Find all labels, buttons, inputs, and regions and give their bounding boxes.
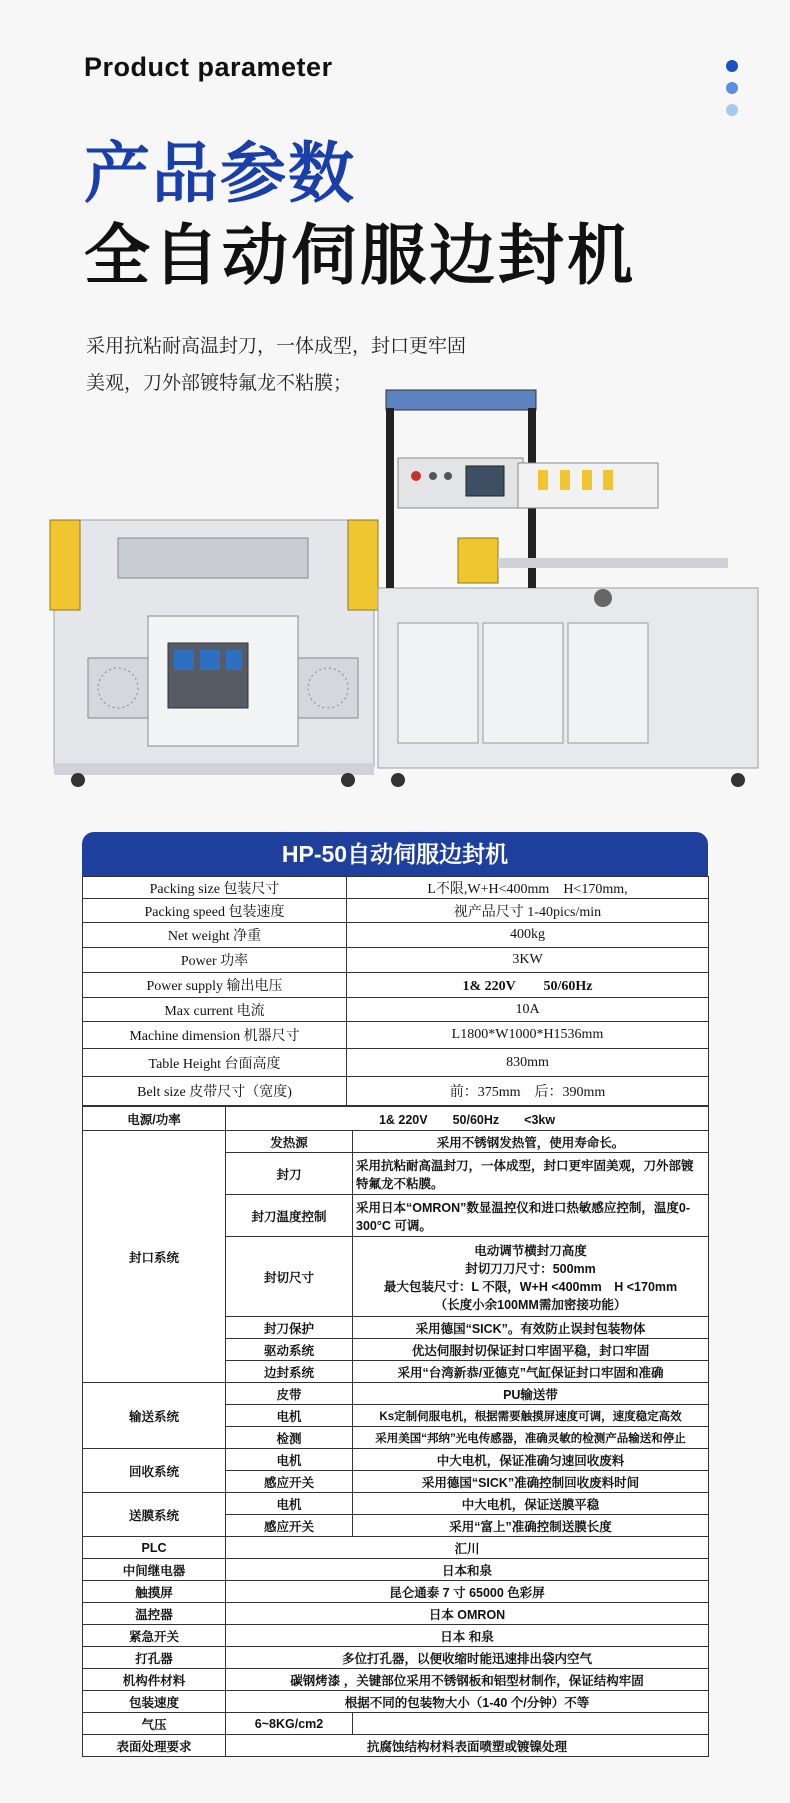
row-value: 中大电机，保证送膜平稳 xyxy=(353,1493,709,1515)
row-value: 碳钢烤漆 ，关键部位采用不锈钢板和铝型材制作，保证结构牢固 xyxy=(226,1669,709,1691)
row-label: PLC xyxy=(83,1537,226,1559)
row-value: 根据不同的包装物大小（1-40 个/分钟）不等 xyxy=(226,1691,709,1713)
table-row xyxy=(83,1603,709,1625)
value-line: 最大包装尺寸：L 不限，W+H <400mm H <170mm xyxy=(383,1279,678,1294)
table-row xyxy=(83,1049,709,1077)
table-row xyxy=(83,1713,709,1735)
row-value: 1& 220V 50/60Hz <3kw xyxy=(226,1107,709,1131)
description-line-2: 美观，刀外部镀特氟龙不粘膜； xyxy=(86,373,353,394)
row-value: 3KW xyxy=(347,948,709,973)
table-row xyxy=(83,899,709,923)
row-value: 采用“富上”准确控制送膜长度 xyxy=(353,1515,709,1537)
machine-image xyxy=(48,388,760,788)
dot-3 xyxy=(726,104,738,116)
row-label: 电机 xyxy=(226,1493,353,1515)
group-label: 送膜系统 xyxy=(83,1493,226,1537)
row-value: 采用德国“SICK”准确控制回收废料时间 xyxy=(353,1471,709,1493)
dot-1 xyxy=(726,60,738,72)
row-label: 感应开关 xyxy=(226,1471,353,1493)
row-label: Power supply 输出电压 xyxy=(83,973,347,998)
table-row xyxy=(83,1107,709,1131)
row-label: 电机 xyxy=(226,1405,353,1427)
row-label: 紧急开关 xyxy=(83,1625,226,1647)
page-title-cn: 产品参数 xyxy=(84,136,356,210)
row-label: 边封系统 xyxy=(226,1361,353,1383)
row-label: Machine dimension 机器尺寸 xyxy=(83,1022,347,1049)
row-value: 采用不锈钢发热管，使用寿命长。 xyxy=(353,1131,709,1153)
row-value: 采用美国“邦纳”光电传感器，准确灵敏的检测产品输送和停止 xyxy=(353,1427,709,1449)
row-label: Packing size 包装尺寸 xyxy=(83,877,347,899)
row-value: 视产品尺寸 1-40pics/min xyxy=(347,899,709,923)
row-label: Table Height 台面高度 xyxy=(83,1049,347,1077)
row-label: Packing speed 包装速度 xyxy=(83,899,347,923)
description-line-1: 采用抗粘耐高温封刀，一体成型，封口更牢固 xyxy=(86,336,467,357)
spec-table xyxy=(82,832,708,1757)
row-label: Max current 电流 xyxy=(83,998,347,1022)
table-row xyxy=(83,973,709,998)
row-value: Ks定制伺服电机，根据需要触摸屏速度可调，速度稳定高效 xyxy=(353,1405,709,1427)
basic-spec-table xyxy=(82,876,709,1106)
value-line: （长度小余100MM需加密接功能） xyxy=(434,1297,627,1312)
row-value: 400kg xyxy=(347,923,709,948)
table-row xyxy=(83,1131,709,1153)
row-label: 打孔器 xyxy=(83,1647,226,1669)
row-label: Net weight 净重 xyxy=(83,923,347,948)
row-label: Power 功率 xyxy=(83,948,347,973)
group-label: 回收系统 xyxy=(83,1449,226,1493)
row-value: 采用日本“OMRON”数显温控仪和进口热敏感应控制，温度0-300°C 可调。 xyxy=(353,1195,709,1237)
row-label: 驱动系统 xyxy=(226,1339,353,1361)
row-label: 表面处理要求 xyxy=(83,1735,226,1757)
row-label: 电机 xyxy=(226,1449,353,1471)
row-value: 830mm xyxy=(347,1049,709,1077)
row-value: 中大电机，保证准确匀速回收废料 xyxy=(353,1449,709,1471)
table-row xyxy=(83,1735,709,1757)
row-label: 封刀保护 xyxy=(226,1317,353,1339)
value-line: 电动调节横封刀高度 xyxy=(474,1243,587,1258)
row-value: 汇川 xyxy=(226,1537,709,1559)
row-label: 中间继电器 xyxy=(83,1559,226,1581)
row-value: 采用抗粘耐高温封刀，一体成型，封口更牢固美观，刀外部镀特氟龙不粘膜。 xyxy=(353,1153,709,1195)
table-row xyxy=(83,1077,709,1106)
row-label: 温控器 xyxy=(83,1603,226,1625)
table-row xyxy=(83,1581,709,1603)
row-label: 机构件材料 xyxy=(83,1669,226,1691)
row-value: 多位打孔器，以便收缩时能迅速排出袋内空气 xyxy=(226,1647,709,1669)
row-label: 气压 xyxy=(83,1713,226,1735)
row-label: 发热源 xyxy=(226,1131,353,1153)
row-label: 电源/功率 xyxy=(83,1107,226,1131)
row-value: L不限,W+H<400mm H<170mm, xyxy=(347,877,709,899)
row-value: 昆仑通泰 7 寸 65000 色彩屏 xyxy=(226,1581,709,1603)
table-row xyxy=(83,1449,709,1471)
group-label: 封口系统 xyxy=(83,1131,226,1383)
table-row xyxy=(83,1022,709,1049)
table-row xyxy=(83,1493,709,1515)
row-label: 封刀 xyxy=(226,1153,353,1195)
table-row xyxy=(83,1383,709,1405)
row-value xyxy=(353,1237,709,1317)
table-row xyxy=(83,877,709,899)
table-row xyxy=(83,1625,709,1647)
row-label: 检测 xyxy=(226,1427,353,1449)
row-label: 皮带 xyxy=(226,1383,353,1405)
table-row xyxy=(83,1559,709,1581)
row-value: PU输送带 xyxy=(353,1383,709,1405)
row-label: Belt size 皮带尺寸（宽度) xyxy=(83,1077,347,1106)
value-line: 封切刀刀尺寸：500mm xyxy=(465,1261,596,1276)
row-label: 封刀温度控制 xyxy=(226,1195,353,1237)
row-label: 感应开关 xyxy=(226,1515,353,1537)
row-value: 采用德国“SICK”。有效防止误封包装物体 xyxy=(353,1317,709,1339)
table-row xyxy=(83,1691,709,1713)
table-row xyxy=(83,998,709,1022)
row-value: 日本 OMRON xyxy=(226,1603,709,1625)
detail-spec-table xyxy=(82,1106,709,1757)
row-value: 日本 和泉 xyxy=(226,1625,709,1647)
row-value: 1& 220V 50/60Hz xyxy=(347,973,709,998)
row-label: 包装速度 xyxy=(83,1691,226,1713)
row-label: 封切尺寸 xyxy=(226,1237,353,1317)
row-value: 抗腐蚀结构材料表面喷塑或镀镍处理 xyxy=(226,1735,709,1757)
row-value: 6~8KG/cm2 xyxy=(226,1713,353,1735)
group-label: 输送系统 xyxy=(83,1383,226,1449)
row-value: 10A xyxy=(347,998,709,1022)
empty-cell xyxy=(353,1713,709,1735)
table-row xyxy=(83,948,709,973)
row-label: 触摸屏 xyxy=(83,1581,226,1603)
spec-table-title: HP-50自动伺服边封机 xyxy=(82,832,708,876)
row-value: L1800*W1000*H1536mm xyxy=(347,1022,709,1049)
product-name: 全自动伺服边封机 xyxy=(84,218,636,292)
row-value: 优达伺服封切保证封口牢固平稳，封口牢固 xyxy=(353,1339,709,1361)
decorative-dots xyxy=(726,60,738,126)
row-value: 采用“台湾新恭/亚德克”气缸保证封口牢固和准确 xyxy=(353,1361,709,1383)
row-value: 日本和泉 xyxy=(226,1559,709,1581)
table-row xyxy=(83,923,709,948)
table-row xyxy=(83,1647,709,1669)
table-row xyxy=(83,1669,709,1691)
table-row xyxy=(83,1537,709,1559)
row-value: 前：375mm 后：390mm xyxy=(347,1077,709,1106)
dot-2 xyxy=(726,82,738,94)
page-title-en: Product parameter xyxy=(84,52,333,82)
